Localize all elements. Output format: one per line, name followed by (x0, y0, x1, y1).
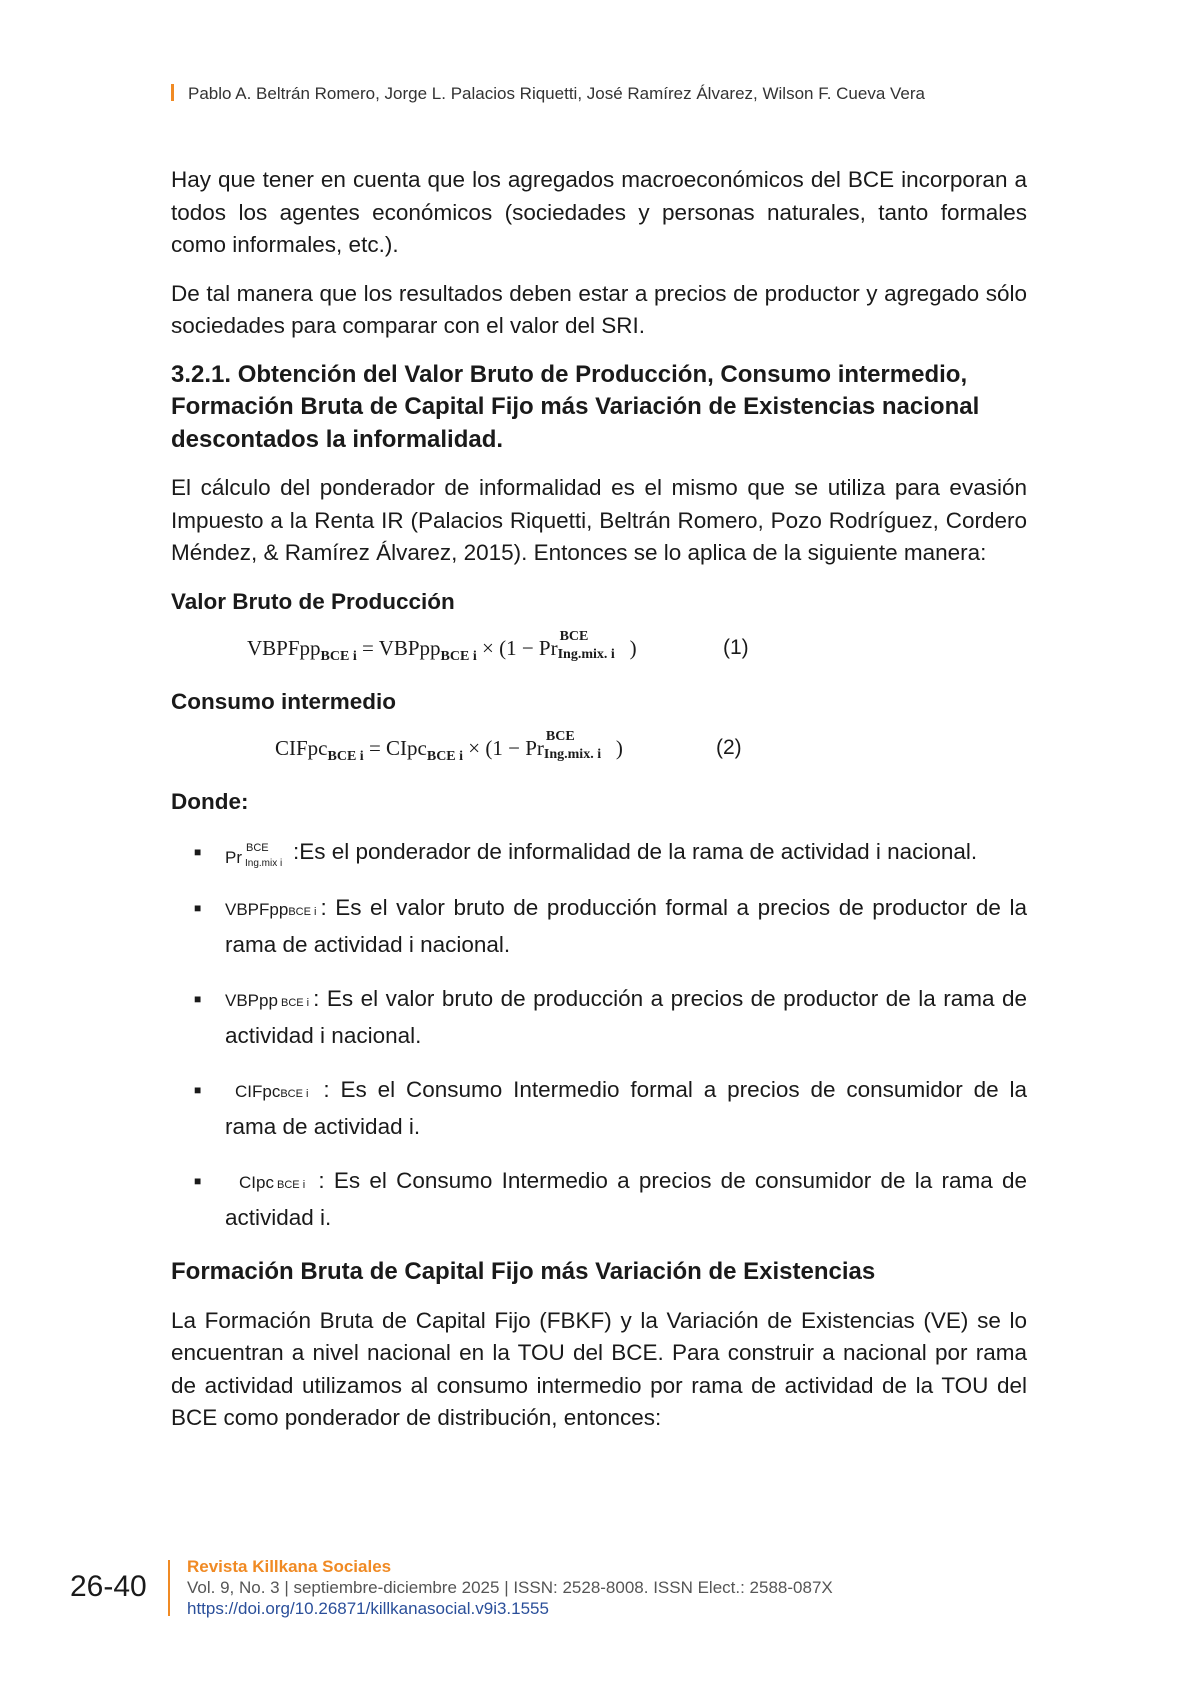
paragraph-1: Hay que tener en cuenta que los agregados macroeconómicos del BCE incorporan a todos los agentes económicos (sociedades y personas naturales, tanto formales como informales, etc.). (171, 167, 1027, 257)
definition-text: : Es el Consumo Intermedio formal a precios de consumidor de la rama de actividad i. (225, 1077, 1027, 1139)
definition-text: : Es el Consumo Intermedio a precios de consumidor de la rama de actividad i. (225, 1168, 1027, 1230)
symbol-stack (225, 841, 283, 869)
subheading-donde: Donde: (171, 788, 249, 814)
symbol-sup: BCE (246, 841, 269, 854)
definition-text: : Es el valor bruto de producción formal a precios de productor de la rama de actividad i nacional. (225, 895, 1027, 957)
eq2-equals: = (363, 735, 387, 760)
definition-text: :Es el ponderador de informalidad de la rama de actividad i nacional. (293, 838, 978, 864)
section-title: 3.2.1. Obtención del Valor Bruto de Producción, Consumo intermedio, Formación Bruta de Capital Fijo más Variación de Existencias nacional descontados la informalidad. (171, 360, 980, 453)
symbol-base: VBPFpp (225, 900, 289, 919)
main-content (171, 164, 1027, 1451)
equation-2-number: (2) (716, 735, 742, 759)
bullet-icon: ■ (194, 901, 202, 915)
eq1-rhs: VBPpp (378, 635, 441, 660)
definition-item (171, 983, 1027, 1052)
header-accent-bar (171, 84, 174, 101)
subheading-vbp: Valor Bruto de Producción (171, 588, 455, 614)
symbol-base: CIFpc (235, 1082, 281, 1101)
symbol-sub: BCE i (277, 997, 310, 1009)
definition-symbol (239, 1167, 305, 1202)
footer-doi-link[interactable]: https://doi.org/10.26871/killkanasocial.v9i3.1555 (187, 1599, 549, 1618)
definition-symbol (225, 894, 316, 929)
footer-volume: Vol. 9, No. 3 | septiembre-diciembre 2025 | ISSN: 2528-8008. ISSN Elect.: 2588-087X (187, 1578, 833, 1597)
eq1-scripts (557, 628, 630, 662)
equation-1 (171, 628, 1027, 670)
symbol-base: CIpc (239, 1173, 274, 1192)
equation-1-formula (247, 628, 637, 665)
subheading-fbkf: Formación Bruta de Capital Fijo más Variación de Existencias (171, 1258, 876, 1285)
eq1-close: ) (629, 635, 637, 660)
eq2-times: × (1 − Pr (463, 735, 544, 760)
definition-item (171, 892, 1027, 961)
symbol-sub: BCE i (280, 1088, 309, 1100)
paragraph-3: El cálculo del ponderador de informalidad es el mismo que se utiliza para evasión Impuesto a la Renta IR (Palacios Riquetti, Beltrán Romero, Pozo Rodríguez, Cordero Méndez, & Ramírez Álvarez, 2015). Entonces se lo aplica de la siguiente manera: (171, 475, 1027, 565)
footer-info (187, 1556, 833, 1619)
eq2-sup: BCE (545, 728, 575, 744)
paragraph-2: De tal manera que los resultados deben estar a precios de productor y agregado sólo sociedades para comparar con el valor del SRI. (171, 280, 1027, 338)
eq1-rhs-sub: BCE i (440, 648, 477, 664)
eq2-scripts (543, 728, 616, 762)
eq1-lhs: VBPFpp (247, 635, 321, 660)
bullet-icon: ■ (194, 1083, 202, 1097)
symbol-sub: BCE i (273, 1179, 306, 1191)
symbol-base: Pr (225, 847, 242, 867)
page-number: 26-40 (70, 1570, 147, 1603)
symbol-base: VBPpp (225, 991, 278, 1010)
eq2-close: ) (615, 735, 623, 760)
bullet-icon: ■ (194, 992, 202, 1006)
eq2-rhs-sub: BCE i (426, 748, 464, 764)
eq1-times: × (1 − Pr (476, 635, 558, 660)
eq2-rhs: CIpc (386, 735, 427, 760)
definition-item (171, 1074, 1027, 1143)
running-header (171, 84, 925, 104)
bullet-icon: ■ (194, 844, 202, 859)
eq2-lhs-sub: BCE i (327, 748, 364, 764)
definition-item (171, 1165, 1027, 1234)
equation-1-number: (1) (723, 635, 749, 659)
eq1-sub: Ing.mix. i (557, 646, 615, 662)
definition-symbol (225, 838, 283, 871)
header-authors: Pablo A. Beltrán Romero, Jorge L. Palacios Riquetti, José Ramírez Álvarez, Wilson F. Cueva Vera (188, 84, 925, 103)
paragraph-4: La Formación Bruta de Capital Fijo (FBKF) y la Variación de Existencias (VE) se lo encuentran a nivel nacional en la TOU del BCE. Para construir a nacional por rama de actividad utilizamos al consumo intermedio por rama de actividad de la TOU del BCE como ponderador de distribución, entonces: (171, 1307, 1027, 1430)
footer-journal: Revista Killkana Sociales (187, 1557, 392, 1576)
eq2-sub: Ing.mix. i (543, 746, 602, 762)
definition-symbol (225, 985, 309, 1020)
equation-2 (171, 728, 1027, 770)
definition-text: : Es el valor bruto de producción a precios de productor de la rama de actividad i nacional. (225, 986, 1027, 1048)
equation-2-formula (275, 728, 623, 765)
eq1-equals: = (356, 635, 379, 660)
eq1-lhs-sub: BCE i (320, 648, 357, 664)
definition-item (171, 836, 1027, 871)
bullet-icon: ■ (194, 1174, 202, 1188)
eq2-lhs: CIFpc (275, 735, 328, 760)
definition-symbol (235, 1076, 308, 1111)
eq1-sup: BCE (559, 628, 589, 644)
symbol-sub: BCE i (288, 906, 317, 918)
subheading-ci: Consumo intermedio (171, 688, 397, 714)
footer-accent-bar (168, 1560, 170, 1616)
symbol-sub: Ing.mix i (245, 857, 283, 869)
definitions-list (171, 836, 1027, 1235)
